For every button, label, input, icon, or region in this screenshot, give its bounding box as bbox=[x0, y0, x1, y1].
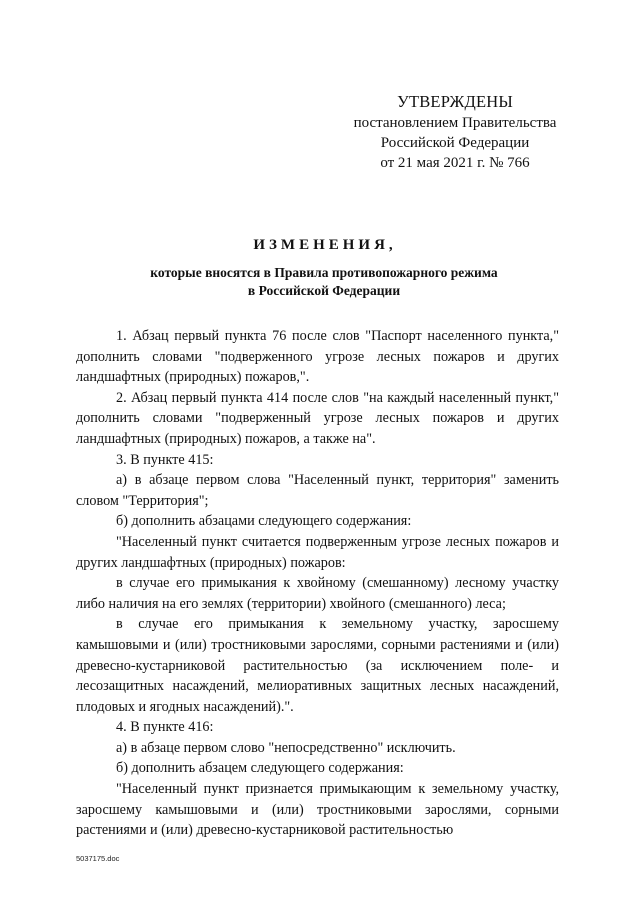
paragraph: 4. В пункте 416: bbox=[116, 719, 214, 736]
approval-line-3: от 21 мая 2021 г. № 766 bbox=[380, 155, 530, 171]
paragraph: а) в абзаце первом слово "непосредственно" исключить. bbox=[116, 739, 456, 756]
paragraph: б) дополнить абзацами следующего содержания: bbox=[116, 513, 412, 530]
subtitle-line-1: которые вносятся в Правила противопожарного режима bbox=[150, 265, 498, 280]
subtitle-line-2: в Российской Федерации bbox=[247, 283, 401, 298]
paragraph: в случае его примыкания к земельному участку, заросшему камышовыми и (или) тростниковыми зарослями, сорными растениями и (или) древесно-кустарниковой растительностью (за исключением поле- и лесозащитных насаждений, мелиоративных защитных лесных насаждений, плодовых и ягодных насаждений).". bbox=[76, 616, 559, 715]
paragraph: 1. Абзац первый пункта 76 после слов "Паспорт населенного пункта," дополнить словами "подверженного угрозе лесных пожаров и других ландшафтных (природных) пожаров,". bbox=[76, 328, 559, 386]
document-body bbox=[76, 326, 559, 841]
paragraph: 2. Абзац первый пункта 414 после слов "на каждый населенный пункт," дополнить словами "подверженный угрозе лесных пожаров и других ландшафтных (природных) пожаров, а также на". bbox=[76, 389, 559, 447]
document-subtitle bbox=[0, 264, 640, 300]
paragraph: "Населенный пункт признается примыкающим к земельному участку, заросшему камышовыми и (или) тростниковыми зарослями, сорными растениями и (или) древесно-кустарниковой растительностью bbox=[76, 781, 559, 839]
document-title: ИЗМЕНЕНИЯ, bbox=[253, 237, 397, 253]
approval-line-1: постановлением Правительства bbox=[353, 115, 557, 131]
approval-stamp bbox=[330, 91, 580, 173]
approval-line-2: Российской Федерации bbox=[380, 135, 530, 151]
paragraph: а) в абзаце первом слова "Населенный пункт, территория" заменить словом "Территория"; bbox=[76, 472, 559, 509]
paragraph: 3. В пункте 415: bbox=[116, 451, 214, 468]
paragraph: "Населенный пункт считается подверженным угрозе лесных пожаров и других ландшафтных (природных) пожаров: bbox=[76, 533, 559, 571]
paragraph: б) дополнить абзацем следующего содержания: bbox=[116, 760, 404, 777]
paragraph: в случае его примыкания к хвойному (смешанному) лесному участку либо наличия на его землях (территории) хвойного (смешанного) леса; bbox=[76, 575, 559, 612]
approved-heading: УТВЕРЖДЕНЫ bbox=[397, 92, 513, 111]
file-name-footer: 5037175.doc bbox=[76, 854, 120, 863]
